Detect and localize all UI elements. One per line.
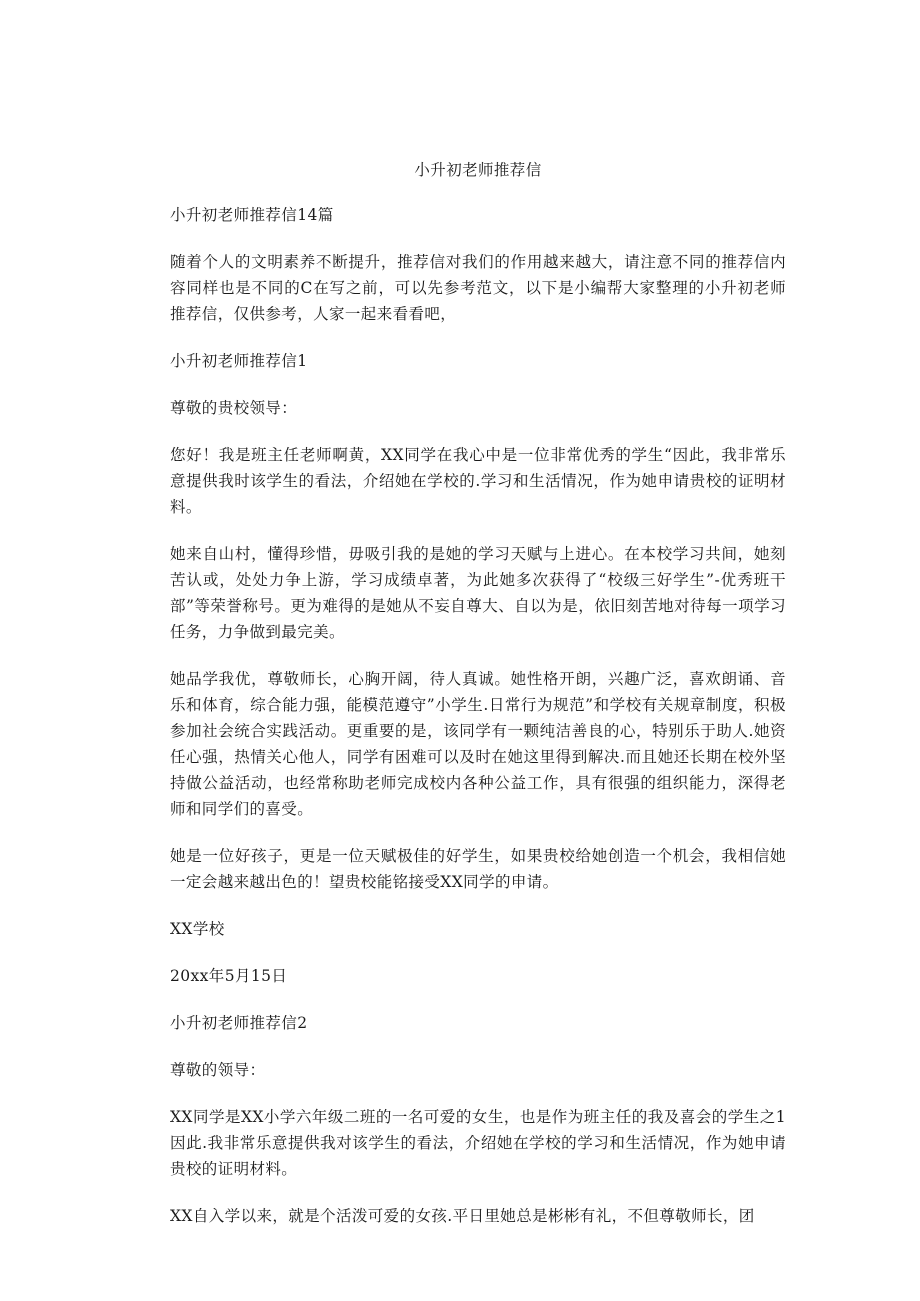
document-title: 小升初老师推荐信 xyxy=(414,161,542,179)
letter1-signature: XX学校 xyxy=(170,920,225,938)
letter1-paragraph: 您好！我是班主任老师啊黄，XX同学在我心中是一位非常优秀的学生“因此，我非常乐意提供我时该学生的看法，介绍她在学校的.学习和生活情况，作为她申请贵校的证明材料。 xyxy=(170,446,786,516)
document-subtitle: 小升初老师推荐信14篇 xyxy=(170,206,334,224)
letter2-paragraph: XX同学是XX小学六年级二班的一名可爱的女生，也是作为班主任的我及喜会的学生之1因此.我非常乐意提供我对该学生的看法，介绍她在学校的学习和生活情况，作为她申请贵校的证明材料。 xyxy=(170,1108,786,1178)
letter1-heading: 小升初老师推荐信1 xyxy=(170,352,308,370)
document-body xyxy=(170,157,786,1250)
letter2-salutation: 尊敬的领导： xyxy=(170,1061,266,1079)
letter1-paragraph: 她来自山村，懂得珍惜，毋吸引我的是她的学习天赋与上进心。在本校学习共间，她刻苦认或，处处力争上游，学习成绩卓著，为此她多次获得了“校级三好学生”-优秀班干部”等荣誉称号。更为难得的是她从不妄自尊大、自以为是，依旧刻苦地对待每一项学习任务，力争做到最完美。 xyxy=(170,545,786,641)
letter1-paragraph: 她品学我优，尊敬师长，心胸开阔，待人真诚。她性格开朗，兴趣广泛，喜欢朗诵、音乐和体育，综合能力强，能模范遵守”小学生.日常行为规范”和学校有关规章制度，积极参加社会统合实践活动。更重要的是，该同学有一颗纯洁善良的心，特别乐于助人.她资任心强，热情关心他人，同学有困难可以及时在她这里得到解决.而且她还长期在校外坚持做公益活动，也经常称助老师完成校内各种公益工作，具有很强的组织能力，深得老师和同学们的喜受。 xyxy=(170,670,786,818)
intro-paragraph: 随着个人的文明素养不断提升，推荐信对我们的作用越来越大，请注意不同的推荐信内容同样也是不同的C在写之前，可以先参考范文，以下是小编帮大家整理的小升初老师推荐信，仅供参考，人家一起来看看吧， xyxy=(170,253,786,323)
letter1-date: 20xx年5月15日 xyxy=(170,967,288,985)
letter1-paragraph: 她是一位好孩子，更是一位天赋极佳的好学生，如果贵校给她创造一个机会，我相信她一定会越来越出色的！望贵校能铭接受XX同学的申请。 xyxy=(170,847,786,891)
letter2-paragraph: XX自入学以来，就是个活泼可爱的女孩.平日里她总是彬彬有礼，不但尊敬师长，团 xyxy=(170,1207,755,1225)
letter2-heading: 小升初老师推荐信2 xyxy=(170,1014,308,1032)
letter1-salutation: 尊敬的贵校领导： xyxy=(170,399,298,417)
